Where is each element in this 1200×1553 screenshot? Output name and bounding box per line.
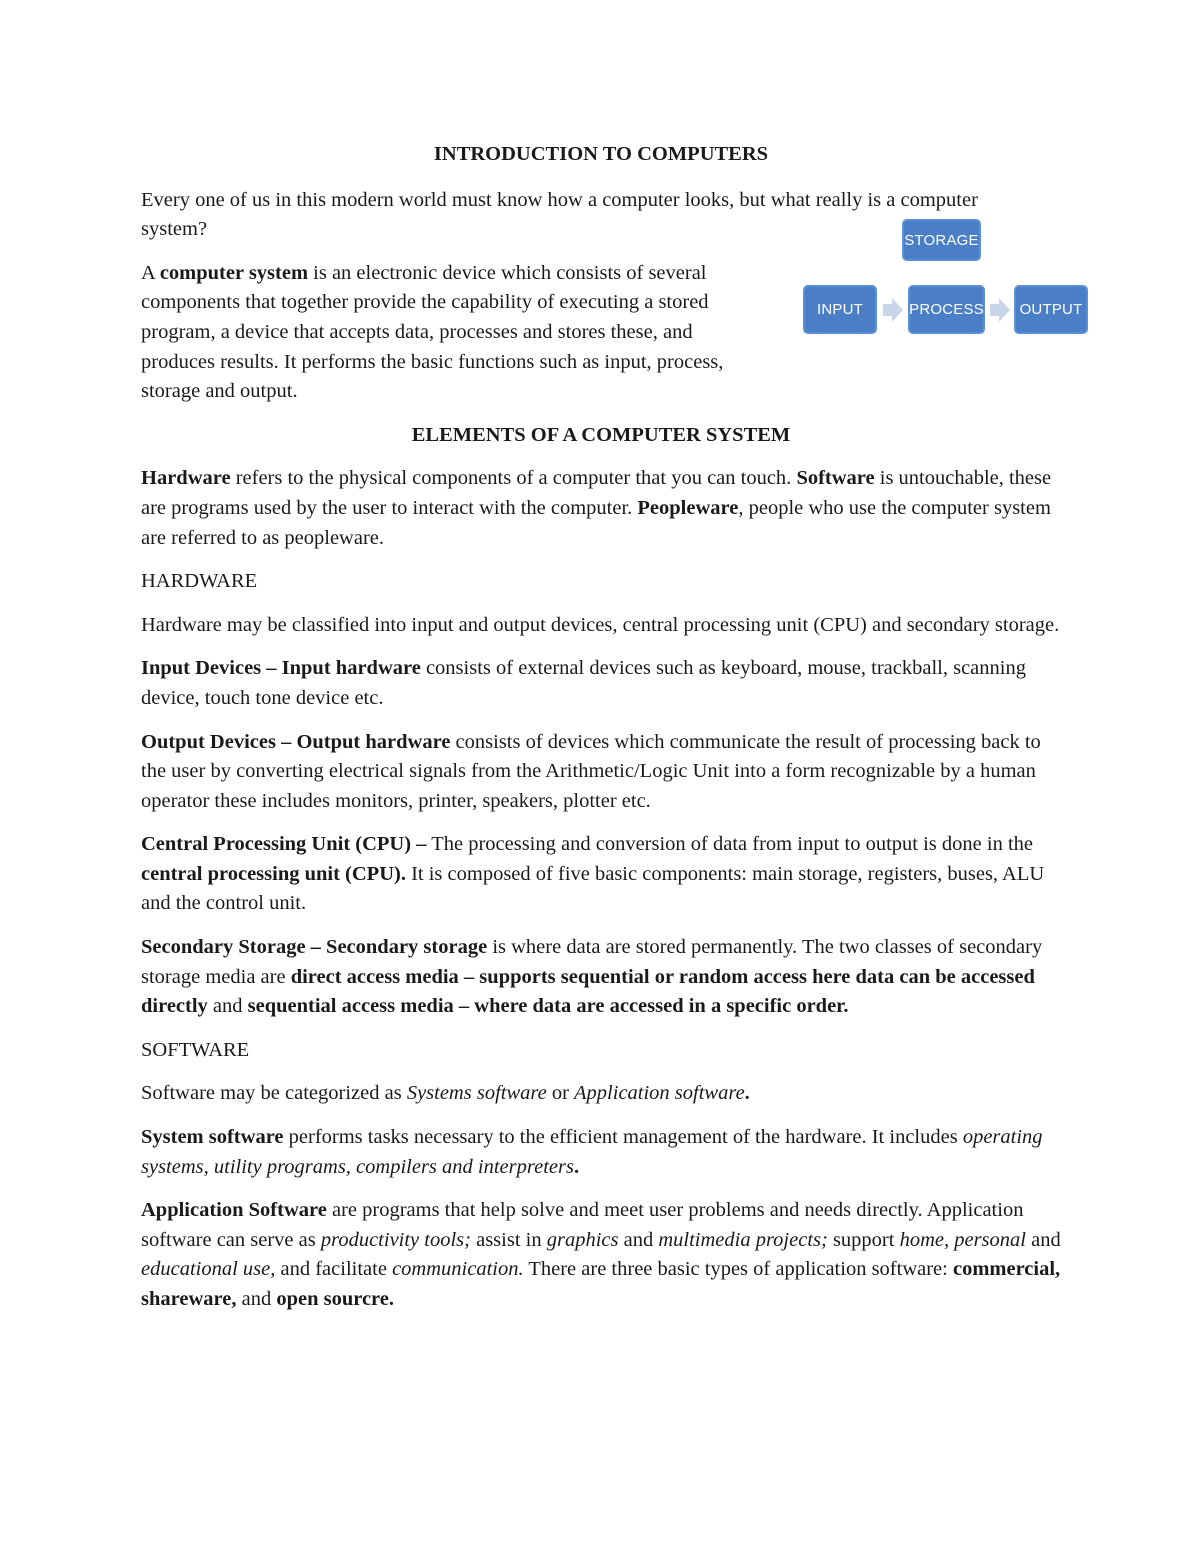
intro-text: Every one of us in this modern world must know how a computer looks, but what really is a computer system?: [141, 188, 978, 241]
output-box: OUTPUT: [1014, 285, 1088, 334]
term-output-devices: Output Devices – Output hardware: [141, 730, 451, 753]
text-run: communication.: [392, 1258, 524, 1281]
system-software-examples: operating systems, utility programs, compilers and interpreters: [141, 1126, 1043, 1178]
text-run: productivity tools;: [320, 1228, 471, 1251]
text-run: A: [141, 261, 160, 284]
text-run: consists of devices which communicate the result of processing back to the user by converting electrical signals from the Arithmetic/Logic Unit into a form recognizable by a human operator these includes monitors, printer, speakers, plotter etc.: [141, 730, 1041, 812]
term-input-devices: Input Devices – Input hardware: [141, 657, 421, 680]
hardware-heading: HARDWARE: [141, 570, 258, 593]
text-run: is where data are stored permanently. The two classes of secondary storage media are: [141, 936, 1043, 988]
page-title: INTRODUCTION TO COMPUTERS: [433, 143, 769, 165]
text-run: , people who use the computer system are referred to as peopleware.: [141, 496, 1051, 549]
text-run: open sourcre.: [276, 1288, 395, 1310]
secondary-storage-paragraph: [141, 933, 1061, 1022]
term-secondary-storage: Secondary Storage – Secondary storage: [141, 936, 488, 959]
text-run: commercial, shareware,: [141, 1258, 1061, 1310]
text-run: and: [236, 1288, 277, 1310]
input-devices-paragraph: [141, 654, 1061, 713]
output-devices-paragraph: [141, 728, 1061, 817]
text-run: and: [1025, 1228, 1061, 1251]
text-run: It is composed of five basic components: main storage, registers, buses, ALU and the control unit.: [141, 862, 1045, 915]
intro-paragraph: [141, 186, 1061, 245]
system-software-paragraph: [141, 1123, 1061, 1182]
input-box: INPUT: [803, 285, 877, 334]
application-software-paragraph: [141, 1196, 1061, 1314]
storage-box: STORAGE: [902, 219, 981, 261]
text-run: multimedia projects;: [658, 1228, 828, 1251]
term-direct-access: direct access media – supports sequential or random access here data can be accessed directly: [141, 965, 1035, 1018]
document-page: [141, 140, 1061, 1329]
text-run: refers to the physical components of a computer that you can touch.: [230, 467, 797, 490]
hardware-intro: Hardware may be classified into input and output devices, central processing unit (CPU) and secondary storage.: [141, 613, 1060, 636]
term-cpu: Central Processing Unit (CPU) –: [141, 833, 427, 856]
text-run: .: [744, 1082, 750, 1105]
text-run: and: [618, 1228, 659, 1251]
term-cpu-inline: central processing unit (CPU).: [141, 862, 406, 885]
software-intro: [141, 1079, 1061, 1109]
text-run: is an electronic device which consists of several components that together provide the capability of executing a stored program, a device that accepts data, processes and stores these, and produces results. It performs the basic functions such as input, process, storage and output.: [141, 261, 724, 403]
term-hardware: Hardware: [141, 467, 231, 490]
term-sequential-access: sequential access media – where data are accessed in a specific order.: [247, 995, 849, 1018]
software-heading: SOFTWARE: [141, 1038, 250, 1061]
text-run: and: [207, 995, 248, 1018]
text-run: The processing and conversion of data from input to output is done in the: [426, 833, 1033, 856]
term-application-software: Application software: [574, 1082, 745, 1105]
term-software: Software: [796, 467, 875, 490]
text-run: .: [573, 1155, 580, 1178]
text-run: is untouchable, these are programs used by the user to interact with the computer.: [141, 467, 1052, 519]
text-run: There are three basic types of application software:: [523, 1258, 953, 1281]
text-run: and facilitate: [275, 1258, 393, 1281]
text-run: or: [546, 1082, 575, 1105]
text-run: graphics: [546, 1228, 619, 1251]
computer-system-paragraph: [141, 259, 1061, 407]
text-run: are programs that help solve and meet user problems and needs directly. Application software can serve as: [141, 1199, 1024, 1251]
text-run: support: [827, 1228, 900, 1251]
text-run: educational use,: [141, 1258, 276, 1281]
text-run: Software may be categorized as: [141, 1082, 407, 1105]
text-run: performs tasks necessary to the efficient management of the hardware. It includes: [283, 1126, 963, 1149]
text-run: assist in: [470, 1228, 547, 1251]
term-peopleware: Peopleware: [637, 496, 739, 519]
text-run: consists of external devices such as keyboard, mouse, trackball, scanning device, touch tone device etc.: [141, 657, 1026, 709]
computer-system-text: [141, 262, 723, 402]
cpu-paragraph: [141, 830, 1061, 919]
term-systems-software: Systems software: [406, 1082, 547, 1105]
elements-paragraph: [141, 464, 1061, 553]
process-box: PROCESS: [908, 285, 985, 334]
term-system-software: System software: [141, 1126, 284, 1149]
text-run: home, personal: [899, 1228, 1026, 1251]
elements-heading: ELEMENTS OF A COMPUTER SYSTEM: [411, 423, 791, 446]
term-application-software-bold: Application Software: [141, 1199, 327, 1222]
term-computer-system: computer system: [159, 261, 309, 284]
